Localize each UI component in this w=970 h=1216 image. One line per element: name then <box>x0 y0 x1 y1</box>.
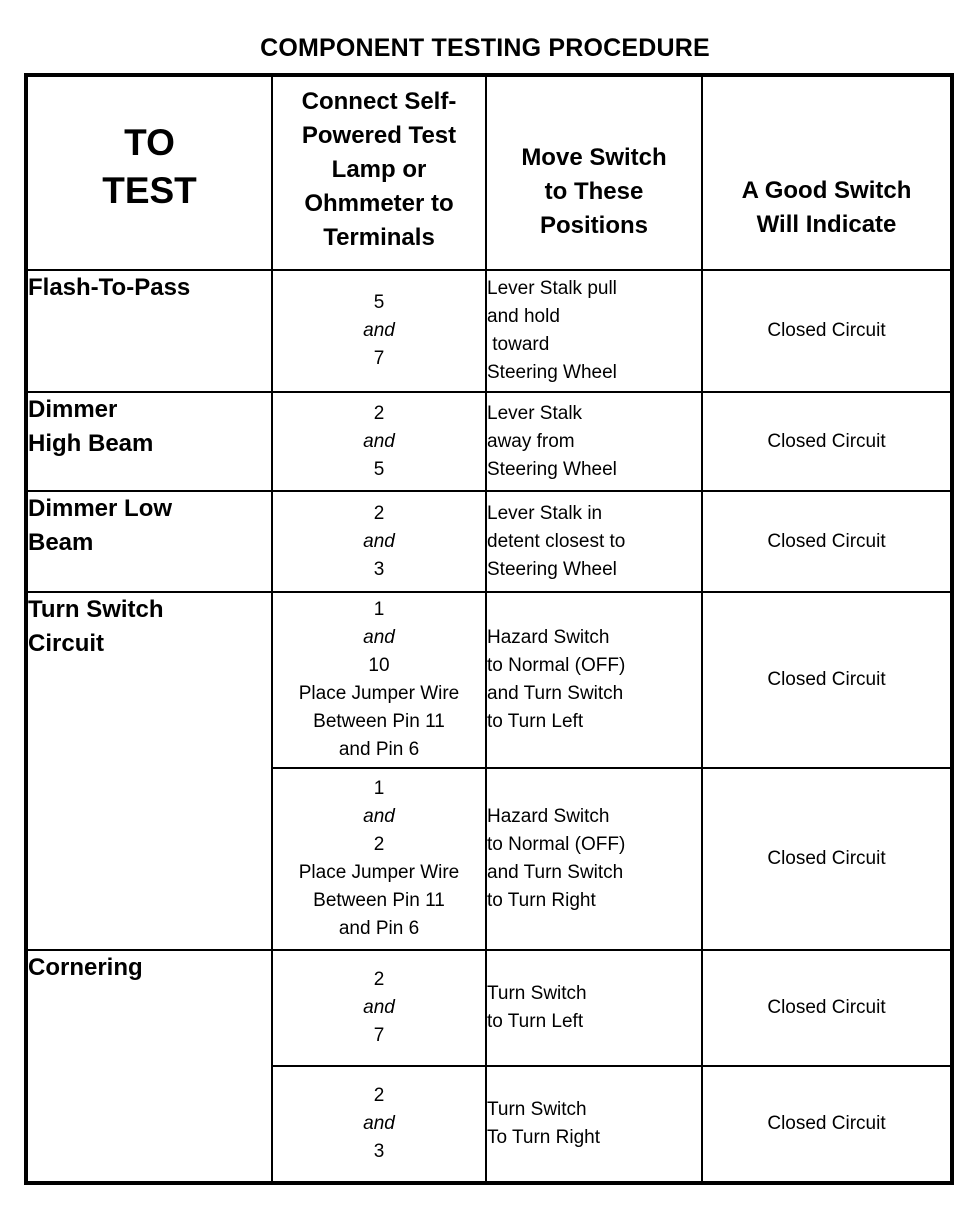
header-line: Powered Test <box>301 122 457 149</box>
position-line: away from <box>487 430 575 452</box>
test-cell <box>26 392 272 491</box>
result-cell: Closed Circuit <box>702 491 952 592</box>
terminal-and: and <box>363 530 395 552</box>
terminal-value: 7 <box>373 1025 385 1046</box>
position-line: to Turn Left <box>487 711 584 732</box>
test-cell <box>26 592 272 950</box>
terminals-cell <box>272 768 486 950</box>
position-line: Steering Wheel <box>487 362 617 383</box>
terminal-value: 7 <box>373 348 385 369</box>
terminals-cell <box>272 950 486 1066</box>
test-cell <box>26 950 272 1183</box>
page-title: COMPONENT TESTING PROCEDURE <box>260 34 710 62</box>
header-line: A Good Switch <box>741 177 912 204</box>
table-row <box>26 392 952 491</box>
position-line: to Turn Right <box>487 890 596 911</box>
position-line: Steering Wheel <box>487 458 617 480</box>
position-line: Turn Switch <box>487 983 587 1004</box>
header-to-test <box>26 75 272 270</box>
header-line: to These <box>544 178 644 205</box>
header-move-switch <box>486 75 702 270</box>
terminal-and: and <box>363 430 395 452</box>
terminal-value: 3 <box>373 558 385 580</box>
positions-cell <box>486 950 702 1066</box>
result-cell: Closed Circuit <box>702 270 952 392</box>
header-to-test-line: TEST <box>102 170 197 211</box>
test-name-line: Dimmer <box>28 396 118 423</box>
position-line: Hazard Switch <box>487 806 610 827</box>
header-line: Terminals <box>323 224 435 251</box>
terminal-note: and Pin 6 <box>338 739 420 760</box>
test-name-line: Beam <box>28 529 94 556</box>
position-line: and Turn Switch <box>487 862 624 883</box>
terminal-value: 2 <box>373 969 385 990</box>
header-line: Move Switch <box>521 144 667 171</box>
terminals-cell <box>272 491 486 592</box>
position-line: to Normal (OFF) <box>487 655 626 676</box>
header-line: Will Indicate <box>756 211 897 238</box>
position-line: Lever Stalk <box>487 402 583 424</box>
terminal-note: and Pin 6 <box>338 918 420 939</box>
result-cell: Closed Circuit <box>702 768 952 950</box>
header-line: Lamp or <box>331 156 427 183</box>
position-line: to Normal (OFF) <box>487 834 626 855</box>
positions-cell <box>486 768 702 950</box>
positions-cell <box>486 270 702 392</box>
terminal-and: and <box>363 627 395 648</box>
positions-cell <box>486 592 702 768</box>
position-line: detent closest to <box>487 530 626 552</box>
terminal-value: 1 <box>373 599 385 620</box>
terminal-value: 5 <box>373 292 385 313</box>
position-line: Lever Stalk pull <box>487 278 617 299</box>
terminal-value: 1 <box>373 778 385 799</box>
testing-procedure-table <box>24 73 954 1185</box>
terminal-value: 2 <box>373 834 385 855</box>
position-line: Steering Wheel <box>487 558 617 580</box>
terminal-value: 2 <box>373 502 385 524</box>
result-cell: Closed Circuit <box>702 392 952 491</box>
header-row <box>26 75 952 270</box>
position-line: Hazard Switch <box>487 627 610 648</box>
header-line: Connect Self- <box>301 88 457 115</box>
header-good-switch <box>702 75 952 270</box>
table-row <box>26 491 952 592</box>
result-cell: Closed Circuit <box>702 1066 952 1183</box>
terminals-cell <box>272 1066 486 1183</box>
test-name-line: Dimmer Low <box>28 495 173 522</box>
terminal-and: and <box>363 320 395 341</box>
test-name-line: Circuit <box>28 630 105 657</box>
terminal-and: and <box>363 1113 395 1134</box>
terminal-note: Place Jumper Wire <box>298 862 460 883</box>
table-row <box>26 270 952 392</box>
positions-cell <box>486 1066 702 1183</box>
result-cell: Closed Circuit <box>702 950 952 1066</box>
position-line: and hold <box>487 306 560 327</box>
terminal-and: and <box>363 997 395 1018</box>
table-row <box>26 950 952 1066</box>
terminal-note: Place Jumper Wire <box>298 683 460 704</box>
position-line: To Turn Right <box>487 1127 600 1148</box>
position-line: Turn Switch <box>487 1099 587 1120</box>
terminal-and: and <box>363 806 395 827</box>
terminal-note: Between Pin 11 <box>313 711 445 732</box>
positions-cell <box>486 491 702 592</box>
position-line: and Turn Switch <box>487 683 624 704</box>
table-row <box>26 592 952 768</box>
header-to-test-line: TO <box>124 122 175 163</box>
position-line: Lever Stalk in <box>487 502 603 524</box>
test-cell <box>26 491 272 592</box>
terminal-value: 10 <box>368 655 390 676</box>
position-line: toward <box>487 334 550 355</box>
terminal-value: 5 <box>373 458 385 480</box>
terminals-cell <box>272 270 486 392</box>
test-cell <box>26 270 272 392</box>
position-line: to Turn Left <box>487 1011 584 1032</box>
positions-cell <box>486 392 702 491</box>
terminal-note: Between Pin 11 <box>313 890 445 911</box>
header-line: Positions <box>539 212 648 239</box>
test-name-line: Flash-To-Pass <box>28 274 191 301</box>
terminal-value: 2 <box>373 1085 385 1106</box>
terminals-cell <box>272 592 486 768</box>
test-name-line: Cornering <box>28 954 143 981</box>
header-line: Ohmmeter to <box>304 190 454 217</box>
test-name-line: High Beam <box>28 430 154 457</box>
result-cell: Closed Circuit <box>702 592 952 768</box>
terminals-cell <box>272 392 486 491</box>
test-name-line: Turn Switch <box>28 596 164 623</box>
terminal-value: 2 <box>373 402 385 424</box>
header-connect-terminals <box>272 75 486 270</box>
terminal-value: 3 <box>373 1141 385 1162</box>
